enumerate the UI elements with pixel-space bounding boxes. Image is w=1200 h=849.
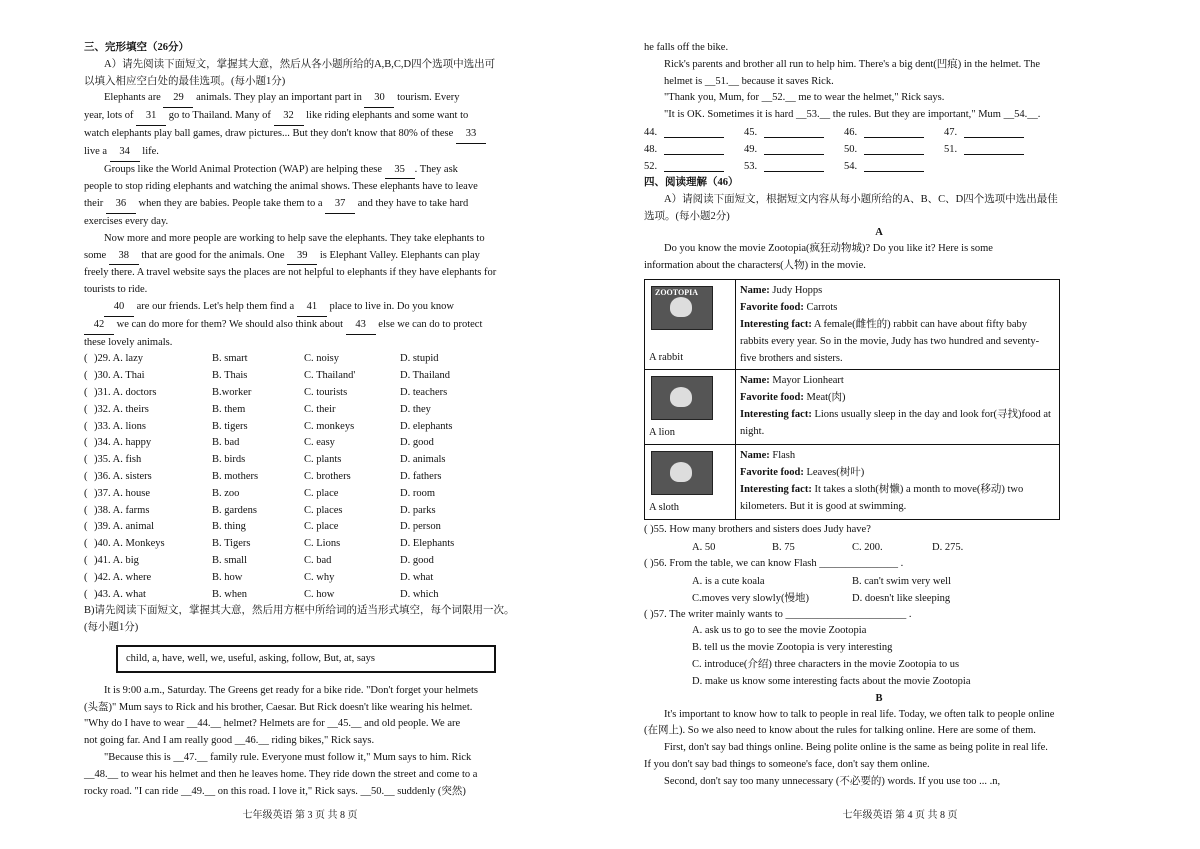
info-name — [740, 282, 1055, 299]
info-fact — [740, 316, 1055, 367]
option-b: B. gardens — [212, 504, 257, 516]
passage-line — [84, 108, 520, 126]
passage-b-line: If you don't say bad things to someone's face, don't say them online. — [644, 758, 930, 770]
info-label: Favorite food: — [740, 466, 804, 478]
option-d: D. teachers — [400, 386, 448, 398]
blank-row — [644, 158, 1114, 175]
blank-row — [644, 124, 1114, 141]
option-d: D. Elephants — [400, 538, 455, 550]
character-face — [670, 462, 692, 482]
part-a-instruction-2: 以填入相应空白处的最佳选项。(每小题1分) — [84, 75, 286, 87]
option-row — [84, 536, 520, 553]
blank-number[interactable]: 35 — [385, 162, 415, 180]
info-value: Carrots — [806, 301, 838, 313]
option-choice[interactable]: C. introduce(介绍) three characters in the movie Zootopia to us — [692, 658, 960, 670]
option-d: D. they — [400, 403, 431, 415]
passage-line — [84, 90, 520, 108]
passage-text: live a — [84, 145, 110, 157]
answer-blank[interactable]: 48. — [644, 141, 744, 158]
blank-number[interactable]: 40 — [104, 299, 134, 317]
answer-blank[interactable]: 49. — [744, 141, 844, 158]
page-4 — [600, 0, 1200, 849]
option-a: )40. A. Monkeys — [94, 538, 165, 550]
passage-text: tourism. Every — [394, 92, 460, 104]
option-b: B. zoo — [212, 487, 240, 499]
option-a: )30. A. Thai — [94, 370, 145, 382]
info-value: A female(雌性的) rabbit can have about fifty baby rabbits every year. So in the movie, Judy has two hundred and seventy-five brothers and sisters. — [740, 318, 1040, 364]
character-info — [736, 444, 1060, 519]
character-info — [736, 279, 1060, 369]
answer-blank[interactable]: 50. — [844, 141, 944, 158]
option-choice[interactable]: A. ask us to go to see the movie Zootopia — [692, 625, 867, 637]
option-c: C. Lions — [304, 538, 341, 550]
info-label: Name: — [740, 449, 770, 461]
option-choice[interactable]: A. 50 — [692, 541, 716, 553]
info-value: Lions usually sleep in the day and look for(寻找)food at night. — [740, 408, 1051, 437]
option-choice[interactable]: C.moves very slowly(慢地) — [692, 592, 809, 604]
option-b: B. thing — [212, 521, 246, 533]
option-c: C. Thailand' — [304, 370, 356, 382]
story-line: "It is OK. Sometimes it is hard __53.__ the rules. But they are important," Mum __54.__. — [664, 109, 1041, 121]
question-options — [644, 539, 1114, 556]
passage-line — [84, 179, 520, 196]
passage-text: that are good for the animals. One — [138, 249, 288, 261]
cloze-heading: 三、完形填空（26分） — [84, 42, 189, 53]
story-passage — [84, 683, 520, 801]
option-a: )36. A. sisters — [94, 470, 152, 482]
option-choice[interactable]: B. tell us the movie Zootopia is very interesting — [692, 642, 893, 654]
passage-text: their — [84, 198, 106, 210]
blank-number[interactable]: 29 — [163, 90, 193, 108]
option-d: D. animals — [400, 454, 446, 466]
option-c: C. brothers — [304, 470, 351, 482]
info-food — [740, 464, 1055, 481]
option-d: D. good — [400, 437, 434, 449]
reading-instruction-2: 选项。(每小题2分) — [644, 210, 730, 222]
story-line: "Because this is __47.__ family rule. Everyone must follow it," Mum says to him. Rick — [104, 752, 472, 764]
right-column — [644, 40, 1114, 791]
character-label: A lion — [649, 426, 675, 438]
story-line: It is 9:00 a.m., Saturday. The Greens get ready for a bike ride. "Don't forget your helmets — [104, 684, 478, 696]
cloze-passage — [84, 90, 520, 351]
passage-text: year, lots of — [84, 110, 137, 122]
answer-blank[interactable]: 47. — [944, 124, 1044, 141]
section-b-label: B — [875, 692, 883, 704]
section-a-label: A — [875, 227, 883, 239]
passage-line — [84, 317, 520, 335]
passage-text: Elephants are — [104, 92, 164, 104]
page-4-footer: 七年级英语 第 4 页 共 8 页 — [842, 810, 958, 821]
info-label: Name: — [740, 284, 770, 296]
option-row — [84, 452, 520, 469]
option-row — [84, 351, 520, 368]
part-b-instruction-1: B)请先阅读下面短文，掌握其大意，然后用方框中所给词的适当形式填空，每个词限用一次。 — [84, 605, 515, 617]
passage-line — [84, 282, 520, 299]
option-c: C. noisy — [304, 353, 340, 365]
character-row — [645, 279, 1060, 369]
info-label: Favorite food: — [740, 301, 804, 313]
question-stem[interactable]: ( )57. The writer mainly wants to _______________________ . — [644, 608, 912, 620]
option-b: B. small — [212, 554, 248, 566]
passage-text: Groups like the World Animal Protection (WAP) are helping these — [104, 163, 385, 175]
passage-text: these lovely animals. — [84, 336, 173, 348]
option-row — [84, 553, 520, 570]
option-b: B.worker — [212, 386, 252, 398]
passage-text: is Elephant Valley. Elephants can play — [317, 249, 480, 261]
story-continued — [644, 40, 1114, 124]
answer-paren[interactable]: ( — [84, 370, 88, 382]
question-options — [644, 573, 1114, 590]
info-label: Name: — [740, 374, 770, 386]
info-value: Mayor Lionheart — [772, 374, 844, 386]
info-value: Judy Hopps — [772, 284, 823, 296]
info-label: Interesting fact: — [740, 483, 812, 495]
option-row — [84, 385, 520, 402]
passage-text: like riding elephants and some want to — [303, 110, 469, 122]
option-d: D. elephants — [400, 420, 453, 432]
story-line: Rick's parents and brother all run to help him. There's a big dent(凹痕) in the helmet. The — [664, 58, 1041, 70]
intro-line-2: information about the characters(人物) in the movie. — [644, 260, 866, 272]
passage-line — [84, 231, 520, 248]
character-picture — [651, 451, 713, 495]
option-a: )41. A. big — [94, 554, 139, 566]
option-d: D. Thailand — [400, 370, 450, 382]
passage-text: exercises every day. — [84, 215, 169, 227]
option-b: B. bad — [212, 437, 240, 449]
answer-paren[interactable]: ( — [84, 504, 88, 516]
passage-text: we can do more for them? We should also think about — [114, 318, 346, 330]
option-a: )43. A. what — [94, 588, 146, 600]
passage-line — [84, 265, 520, 282]
info-fact — [740, 481, 1055, 515]
answer-blanks — [644, 124, 1114, 175]
option-a: )42. A. where — [94, 571, 152, 583]
option-c: C. place — [304, 487, 339, 499]
passage-text: place to live in. Do you know — [326, 300, 454, 312]
blank-number[interactable]: 34 — [110, 144, 140, 162]
passage-line — [84, 214, 520, 231]
option-b: B. tigers — [212, 420, 248, 432]
answer-paren[interactable]: ( — [84, 538, 88, 550]
option-d: D. person — [400, 521, 441, 533]
option-c: C. monkeys — [304, 420, 355, 432]
character-row — [645, 444, 1060, 519]
answer-paren[interactable]: ( — [84, 588, 88, 600]
character-info — [736, 369, 1060, 444]
option-d: D. what — [400, 571, 434, 583]
passage-line — [84, 144, 520, 162]
passage-text: are our friends. Let's help them find a — [134, 300, 297, 312]
info-food — [740, 389, 1055, 406]
reading-heading: 四、阅读理解（46） — [644, 176, 739, 188]
option-row — [84, 570, 520, 587]
info-label: Favorite food: — [740, 391, 804, 403]
option-c: C. place — [304, 521, 339, 533]
option-a: )37. A. house — [94, 487, 150, 499]
option-choice[interactable]: C. 200. — [852, 541, 883, 553]
passage-text: some — [84, 249, 109, 261]
option-d: D. stupid — [400, 353, 439, 365]
story-line: he falls off the bike. — [644, 42, 729, 53]
passage-text: people to stop riding elephants and watching the animal shows. These elephants have to leave — [84, 181, 478, 193]
blank-number[interactable]: 42 — [84, 317, 114, 335]
passage-b-line: (在网上). So we also need to know about the rules for talking online. Here are some of them. — [644, 725, 1036, 737]
character-label: A sloth — [649, 501, 680, 513]
info-label: Interesting fact: — [740, 318, 812, 330]
option-b: B. smart — [212, 353, 248, 365]
option-b: B. when — [212, 588, 247, 600]
story-line: "Thank you, Mum, for __52.__ me to wear the helmet," Rick says. — [664, 92, 945, 104]
blank-number[interactable]: 37 — [325, 196, 355, 214]
character-image-cell — [645, 279, 736, 369]
passage-text: else we can do to protect — [375, 318, 483, 330]
option-row — [84, 519, 520, 536]
question-stem[interactable]: ( )56. From the table, we can know Flash _______________ . — [644, 557, 904, 569]
option-c: C. plants — [304, 454, 342, 466]
zootopia-logo: ZOOTOPIA — [655, 287, 698, 297]
info-fact — [740, 406, 1055, 440]
passage-text: life. — [139, 145, 159, 157]
story-line: "Why do I have to wear __44.__ helmet? Helmets are for __45.__ and old people. We are — [84, 718, 461, 730]
reading-instruction-1: A）请阅读下面短文，根据短文内容从每小题所给的A、B、C、D四个选项中选出最佳 — [664, 193, 1058, 205]
option-c: C. their — [304, 403, 336, 415]
answer-paren[interactable]: ( — [84, 521, 88, 533]
character-image-cell — [645, 369, 736, 444]
story-line: (头盔)" Mum says to Rick and his brother, Caesar. But Rick doesn't like wearing his helmet. — [84, 701, 473, 713]
option-b: B. birds — [212, 454, 246, 466]
answer-paren[interactable]: ( — [84, 571, 88, 583]
option-c: C. bad — [304, 554, 332, 566]
passage-line — [84, 299, 520, 317]
info-value: Leaves(树叶) — [806, 466, 865, 478]
blank-number[interactable]: 31 — [136, 108, 166, 126]
info-food — [740, 299, 1055, 316]
option-a: )29. A. lazy — [94, 353, 143, 365]
blank-number[interactable]: 33 — [456, 126, 486, 144]
option-a: )32. A. theirs — [94, 403, 149, 415]
answer-blank[interactable]: 53. — [744, 158, 844, 175]
info-value: It takes a sloth(树懒) a month to move(移动) two kilometers. But it is good at swimming. — [740, 483, 1024, 512]
passage-b-line: First, don't say bad things online. Being polite online is the same as being polite in real life. — [664, 742, 1048, 754]
character-row — [645, 369, 1060, 444]
option-b: B. mothers — [212, 470, 259, 482]
option-b: B. Thais — [212, 370, 248, 382]
option-c: C. tourists — [304, 386, 348, 398]
passage-text: . They ask — [414, 163, 458, 175]
answer-paren[interactable]: ( — [84, 420, 88, 432]
answer-blank[interactable]: 45. — [744, 124, 844, 141]
option-b: B. them — [212, 403, 246, 415]
character-face — [670, 387, 692, 407]
answer-blank[interactable]: 52. — [644, 158, 744, 175]
option-row — [84, 503, 520, 520]
blank-number[interactable]: 43 — [346, 317, 376, 335]
blank-number[interactable]: 39 — [287, 248, 317, 266]
option-d: D. good — [400, 554, 434, 566]
blank-number[interactable]: 36 — [106, 196, 136, 214]
option-choice[interactable]: D. doesn't like sleeping — [852, 592, 951, 604]
option-a: )31. A. doctors — [94, 386, 157, 398]
blank-number[interactable]: 32 — [274, 108, 304, 126]
option-a: )35. A. fish — [94, 454, 142, 466]
question-options — [644, 590, 1114, 607]
answer-paren[interactable]: ( — [84, 487, 88, 499]
questions-a — [644, 522, 1114, 691]
option-b: B. how — [212, 571, 243, 583]
blank-number[interactable]: 30 — [364, 90, 394, 108]
passage-text: and they have to take hard — [355, 198, 469, 210]
option-row — [84, 486, 520, 503]
passage-line — [84, 162, 520, 180]
option-a: )34. A. happy — [94, 437, 152, 449]
story-line: __48.__ to wear his helmet and then he leaves home. They ride down the street and come to a — [84, 768, 478, 780]
answer-paren[interactable]: ( — [84, 470, 88, 482]
story-line: helmet is __51.__ because it saves Rick. — [664, 75, 834, 87]
left-column — [84, 40, 520, 800]
option-row — [84, 402, 520, 419]
character-picture — [651, 376, 713, 420]
page-3-footer: 七年级英语 第 3 页 共 8 页 — [242, 810, 358, 821]
info-value: Flash — [772, 449, 796, 461]
option-d: D. which — [400, 588, 439, 600]
answer-blank[interactable]: 44. — [644, 124, 744, 141]
option-c: C. why — [304, 571, 335, 583]
characters-table — [644, 279, 1060, 520]
story-line: rocky road. "I can ride __49.__ on this road. I love it," Rick says. __50.__ suddenly (突然) — [84, 785, 466, 797]
option-row — [84, 419, 520, 436]
passage-b-line: Second, don't say too many unnecessary (不必要的) words. If you use too ... .n, — [664, 775, 1001, 787]
passage-line — [84, 248, 520, 266]
character-label: A rabbit — [649, 351, 684, 363]
answer-paren[interactable]: ( — [84, 386, 88, 398]
passage-text: watch elephants play ball games, draw pictures... But they don't know that 80% of these — [84, 127, 456, 139]
answer-blank[interactable]: 46. — [844, 124, 944, 141]
info-label: Interesting fact: — [740, 408, 812, 420]
answer-blank[interactable]: 54. — [844, 158, 944, 175]
passage-text: when they are babies. People take them to a — [135, 198, 326, 210]
passage-text: animals. They play an important part in — [193, 92, 365, 104]
option-c: C. how — [304, 588, 335, 600]
option-b: B. Tigers — [212, 538, 251, 550]
answer-blank[interactable]: 51. — [944, 141, 1044, 158]
intro-line-1: Do you know the movie Zootopia(疯狂动物城)? Do you like it? Here is some — [664, 243, 993, 255]
option-a: )39. A. animal — [94, 521, 155, 533]
answer-paren[interactable]: ( — [84, 454, 88, 466]
character-image-cell — [645, 444, 736, 519]
answer-paren[interactable]: ( — [84, 353, 88, 365]
option-choice[interactable]: B. 75 — [772, 541, 795, 553]
passage-text: go to Thailand. Many of — [166, 110, 274, 122]
cloze-options — [84, 351, 520, 603]
option-choice[interactable]: A. is a cute koala — [692, 575, 765, 587]
option-a: )38. A. farms — [94, 504, 150, 516]
option-choice[interactable]: B. can't swim very well — [852, 575, 951, 587]
passage-b — [644, 707, 1114, 791]
passage-b-line: It's important to know how to talk to people in real life. Today, we often talk to people online — [664, 708, 1055, 720]
option-choice[interactable]: D. make us know some interesting facts about the movie Zootopia — [692, 675, 971, 687]
answer-paren[interactable]: ( — [84, 403, 88, 415]
option-choice[interactable]: D. 275. — [932, 541, 964, 553]
passage-line — [84, 126, 520, 144]
option-row — [84, 587, 520, 604]
passage-text: tourists to ride. — [84, 284, 148, 296]
option-c: C. places — [304, 504, 343, 516]
word-box: child, a, have, well, we, useful, asking, follow, But, at, says — [116, 645, 496, 673]
option-row — [84, 435, 520, 452]
passage-line — [84, 335, 520, 352]
part-b-instruction-2: (每小题1分) — [84, 622, 139, 634]
info-name — [740, 372, 1055, 389]
part-a-instruction-1: A）请先阅读下面短文，掌握其大意，然后从各小题所给的A,B,C,D四个选项中选出可 — [104, 58, 496, 70]
option-d: D. room — [400, 487, 435, 499]
story-line: not going far. And I am really good __46.__ riding bikes," Rick says. — [84, 735, 375, 747]
option-c: C. easy — [304, 437, 335, 449]
passage-text: freely there. A travel website says the places are not helpful to elephants if they have elephants for — [84, 267, 497, 279]
blank-number[interactable]: 38 — [109, 248, 139, 266]
option-d: D. parks — [400, 504, 436, 516]
info-value: Meat(肉) — [806, 391, 846, 403]
blank-number[interactable]: 41 — [297, 299, 327, 317]
answer-paren[interactable]: ( — [84, 554, 88, 566]
info-name — [740, 447, 1055, 464]
question-stem[interactable]: ( )55. How many brothers and sisters does Judy have? — [644, 523, 871, 535]
passage-text: Now more and more people are working to help save the elephants. They take elephants to — [104, 232, 485, 244]
option-a: )33. A. lions — [94, 420, 146, 432]
option-d: D. fathers — [400, 470, 442, 482]
blank-row — [644, 141, 1114, 158]
option-row — [84, 469, 520, 486]
option-row — [84, 368, 520, 385]
passage-line — [84, 196, 520, 214]
answer-paren[interactable]: ( — [84, 437, 88, 449]
